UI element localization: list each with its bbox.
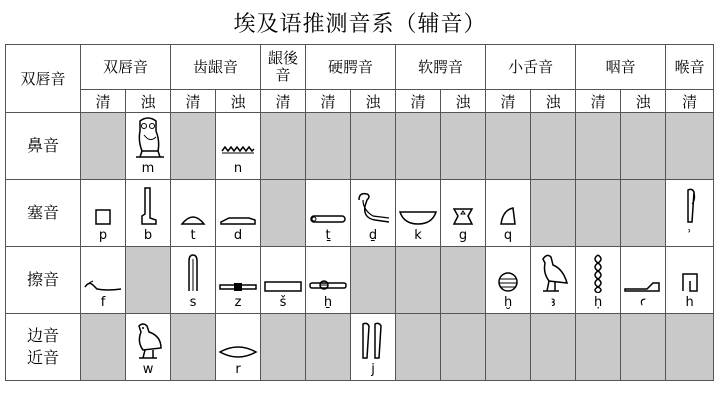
voiceless-label: 清: [171, 90, 216, 113]
translit-ayin: ꜥ: [640, 295, 647, 310]
cell-w: [126, 314, 171, 381]
reed-icon: [682, 186, 698, 226]
row-approximant: 近音: [26, 348, 59, 367]
translit-f: f: [100, 295, 106, 310]
stool-icon: [93, 206, 113, 226]
owl-icon: [130, 115, 166, 159]
translit-t: t: [190, 228, 196, 243]
bread-icon: [178, 212, 208, 226]
translit-j: j: [371, 362, 375, 377]
header-bilabial: 双唇音: [81, 45, 171, 90]
hand-icon: [219, 212, 257, 226]
empty-cell: [666, 113, 714, 180]
empty-cell: [396, 314, 441, 381]
empty-cell: [486, 314, 531, 381]
cell-b: [126, 180, 171, 247]
belly-icon: [308, 277, 348, 293]
cell-f: [81, 247, 126, 314]
empty-cell: [441, 247, 486, 314]
voiceless-label: 清: [486, 90, 531, 113]
arm-icon: [623, 279, 663, 293]
header-pharyngeal: 咽音: [576, 45, 666, 90]
water-icon: [220, 139, 256, 159]
double-reed-icon: [359, 320, 387, 360]
cell-h-dot: [576, 247, 621, 314]
translit-q: q: [503, 228, 513, 243]
empty-cell: [126, 247, 171, 314]
row-nasal: 鼻音: [6, 113, 81, 180]
empty-cell: [531, 314, 576, 381]
cloth-icon: [185, 253, 201, 293]
translit-k: k: [414, 228, 422, 243]
voiceless-label: 清: [576, 90, 621, 113]
cell-h: [666, 247, 714, 314]
empty-cell: [306, 113, 351, 180]
cell-q: [486, 180, 531, 247]
hill-icon: [497, 206, 519, 226]
empty-cell: [576, 180, 621, 247]
courtyard-icon: [680, 271, 700, 293]
voiceless-label: 清: [261, 90, 306, 113]
cell-r: [216, 314, 261, 381]
row-fricative: 擦音: [6, 247, 81, 314]
foot-icon: [138, 186, 158, 226]
pool-icon: [263, 279, 303, 293]
consonant-table: [5, 44, 714, 381]
jar-stand-icon: [450, 206, 476, 226]
translit-x: ḫ: [503, 295, 513, 310]
empty-cell: [486, 113, 531, 180]
empty-cell: [441, 113, 486, 180]
cell-ayin: [621, 247, 666, 314]
translit-g: g: [458, 228, 468, 243]
header-manner: 双唇音: [6, 45, 81, 113]
voiceless-label: 清: [396, 90, 441, 113]
cell-n: [216, 113, 261, 180]
cell-j: [351, 314, 396, 381]
empty-cell: [531, 113, 576, 180]
empty-cell: [396, 113, 441, 180]
row-stop: 塞音: [6, 180, 81, 247]
cell-k: [396, 180, 441, 247]
cell-aleph: [531, 247, 576, 314]
viper-icon: [83, 279, 123, 293]
empty-cell: [576, 113, 621, 180]
header-velar: 软腭音: [396, 45, 486, 90]
translit-z: z: [234, 295, 242, 310]
voiceless-label: 清: [666, 90, 714, 113]
translit-p: p: [98, 228, 108, 243]
cell-tj: [306, 180, 351, 247]
empty-cell: [351, 113, 396, 180]
twisted-wick-icon: [590, 253, 606, 293]
voiced-label: 浊: [351, 90, 396, 113]
cell-glottal-stop: [666, 180, 714, 247]
translit-h: h: [685, 295, 694, 310]
empty-cell: [261, 180, 306, 247]
translit-w: w: [142, 362, 154, 377]
translit-n: n: [233, 161, 243, 176]
translit-d: d: [233, 228, 243, 243]
empty-cell: [351, 247, 396, 314]
placenta-icon: [497, 271, 519, 293]
translit-r: r: [235, 362, 241, 377]
translit-tj: ṯ: [325, 228, 331, 243]
voiced-label: 浊: [441, 90, 486, 113]
page-title: 埃及语推测音系（辅音）: [233, 11, 487, 37]
cell-t: [171, 180, 216, 247]
voiced-label: 浊: [126, 90, 171, 113]
empty-cell: [81, 113, 126, 180]
tether-icon: [308, 210, 348, 226]
empty-cell: [621, 113, 666, 180]
header-uvular: 小舌音: [486, 45, 576, 90]
empty-cell: [531, 180, 576, 247]
translit-sh: š: [279, 295, 287, 310]
cell-s: [171, 247, 216, 314]
cell-x: [486, 247, 531, 314]
vulture-icon: [535, 251, 571, 293]
empty-cell: [261, 113, 306, 180]
cell-g: [441, 180, 486, 247]
translit-b: b: [143, 228, 153, 243]
basket-icon: [398, 208, 438, 226]
cell-m: [126, 113, 171, 180]
cell-sh: [261, 247, 306, 314]
voiced-label: 浊: [621, 90, 666, 113]
empty-cell: [621, 180, 666, 247]
empty-cell: [441, 314, 486, 381]
quail-chick-icon: [131, 320, 165, 360]
empty-cell: [306, 314, 351, 381]
translit-aleph: ꜣ: [550, 295, 556, 310]
translit-h-underline: ẖ: [323, 295, 333, 310]
translit-s: s: [189, 295, 197, 310]
empty-cell: [576, 314, 621, 381]
translit-m: m: [141, 161, 155, 176]
empty-cell: [261, 314, 306, 381]
header-palatal: 硬腭音: [306, 45, 396, 90]
cell-z: [216, 247, 261, 314]
empty-cell: [666, 314, 714, 381]
empty-cell: [171, 314, 216, 381]
header-postalveolar: 龈後音: [261, 45, 306, 90]
cell-h-underline: [306, 247, 351, 314]
header-glottal: 喉音: [666, 45, 714, 90]
row-lateral: 边音: [26, 326, 59, 345]
empty-cell: [81, 314, 126, 381]
mouth-icon: [218, 344, 258, 360]
empty-cell: [621, 314, 666, 381]
voiceless-label: 清: [81, 90, 126, 113]
translit-glottal-stop: ʾ: [687, 228, 692, 243]
translit-h-dot: ḥ: [593, 295, 603, 310]
row-lateral-approximant: [6, 314, 81, 381]
header-alveolar: 齿龈音: [171, 45, 261, 90]
cell-dj: [351, 180, 396, 247]
empty-cell: [171, 113, 216, 180]
voiced-label: 浊: [216, 90, 261, 113]
bolt-icon: [218, 281, 258, 293]
cobra-icon: [353, 190, 393, 226]
translit-dj: ḏ: [368, 228, 378, 243]
cell-d: [216, 180, 261, 247]
empty-cell: [396, 247, 441, 314]
voiced-label: 浊: [531, 90, 576, 113]
cell-p: [81, 180, 126, 247]
voiceless-label: 清: [306, 90, 351, 113]
